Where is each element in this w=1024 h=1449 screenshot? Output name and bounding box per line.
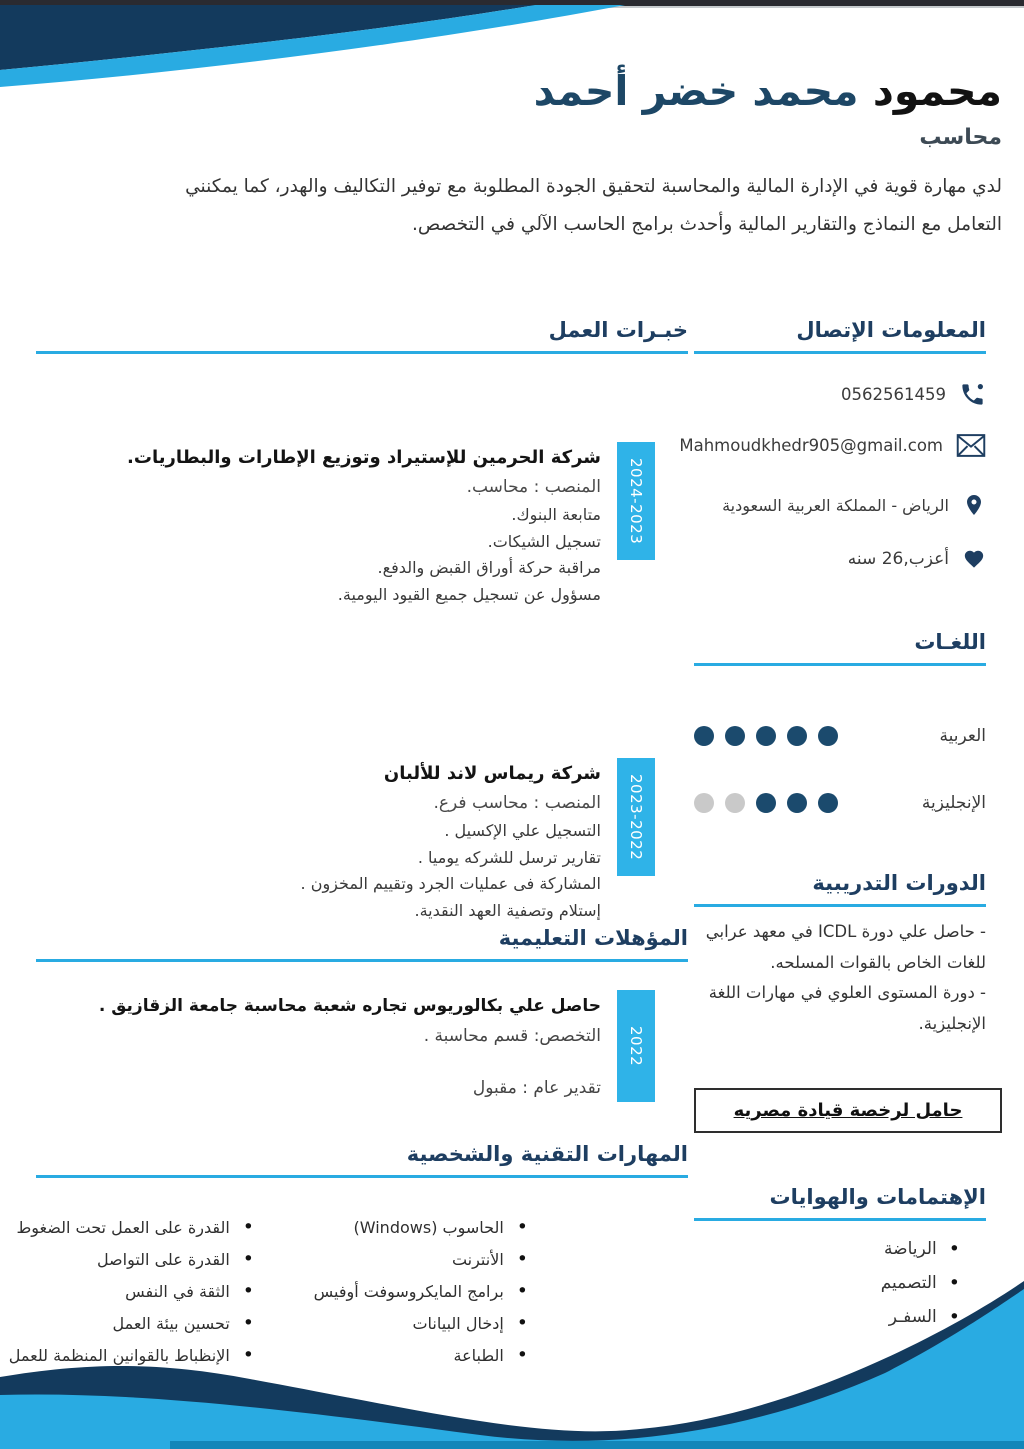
- language-name: الإنجليزية: [921, 793, 986, 813]
- language-level-dots: [694, 793, 838, 813]
- bullet-icon: •: [516, 1312, 528, 1334]
- skill-item: [353, 1216, 528, 1238]
- contact-heading: المعلومات الإتصال: [694, 318, 986, 354]
- level-dot-filled: [756, 726, 776, 746]
- skill-item: [366, 1250, 528, 1269]
- education-heading: المؤهلات التعليمية: [36, 926, 688, 962]
- level-dot-filled: [725, 726, 745, 746]
- languages-section: [694, 630, 986, 813]
- level-dot-filled: [756, 793, 776, 813]
- job-details: [36, 758, 601, 925]
- education-details: [36, 990, 601, 1102]
- bullet-icon: •: [948, 1237, 960, 1260]
- bullet-icon: •: [242, 1216, 254, 1238]
- skills-section-header: [36, 1142, 688, 1178]
- mail-icon: [956, 433, 986, 458]
- level-dot-filled: [787, 726, 807, 746]
- phone-icon: [959, 381, 986, 408]
- bullet-icon: •: [516, 1280, 528, 1302]
- major-text: التخصص: قسم محاسبة .: [423, 1025, 601, 1046]
- skill-item: [36, 1250, 254, 1269]
- education-section-header: [36, 926, 688, 962]
- job-duty: المشاركة فى عمليات الجرد وتقييم المخزون .: [300, 874, 601, 894]
- interest-label: الرياضة: [884, 1239, 937, 1259]
- job-duty: التسجيل علي الإكسيل .: [444, 820, 601, 840]
- bullet-icon: •: [242, 1248, 254, 1270]
- skill-label: الأنترنت: [451, 1250, 504, 1269]
- email-address: Mahmoudkhedr905@gmail.com: [679, 436, 943, 455]
- skill-label: القدرة على العمل تحت الضغوط: [16, 1218, 230, 1237]
- contact-phone-row: [694, 381, 986, 408]
- contact-email-row: [679, 433, 986, 458]
- job-duty: إستلام وتصفية العهد النقدية.: [414, 901, 601, 921]
- job-duty: تسجيل الشيكات.: [487, 531, 601, 551]
- skill-label: إدخال البيانات: [412, 1314, 504, 1333]
- courses-heading: الدورات التدريبية: [694, 871, 986, 907]
- skill-label: الطباعة: [453, 1346, 504, 1365]
- level-dot-filled: [818, 726, 838, 746]
- level-dot-empty: [725, 793, 745, 813]
- degree-text: حاصل علي بكالوريوس تجاره شعبة محاسبة جامعة الزقازيق .: [98, 996, 601, 1016]
- skill-label: الحاسوب (Windows): [353, 1218, 504, 1237]
- phone-number: 0562561459: [841, 385, 946, 404]
- level-dot-empty: [694, 793, 714, 813]
- bullet-icon: •: [516, 1344, 528, 1366]
- marital-status-text: أعزب,26 سنه: [847, 549, 949, 569]
- bullet-icon: •: [516, 1216, 528, 1238]
- skill-label: الثقة في النفس: [125, 1282, 230, 1301]
- candidate-rest-name: محمد خضر أحمد: [533, 67, 859, 115]
- job-duty: مراقبة حركة أوراق القبض والدفع.: [377, 558, 601, 578]
- job-duty: تقارير ترسل للشركه يوميا .: [417, 847, 601, 867]
- language-row-english: [694, 793, 986, 813]
- location-pin-icon: [962, 491, 986, 519]
- bullet-icon: •: [948, 1271, 960, 1294]
- skill-label: الإنظباط بالقوانين المنظمة للعمل: [8, 1346, 230, 1365]
- experience-section-header: [36, 318, 688, 354]
- contact-location-row: [694, 491, 986, 519]
- grade-text: تقدير عام : مقبول: [472, 1077, 601, 1098]
- company-name: شركة الحرمين للإستيراد وتوزيع الإطارات والبطاريات.: [127, 447, 601, 468]
- bullet-icon: •: [242, 1312, 254, 1334]
- job-period-badge: 2023-2022: [617, 758, 655, 876]
- job-position: المنصب : محاسب.: [466, 476, 601, 497]
- sidebar-column: [679, 318, 986, 1388]
- language-row-arabic: [694, 726, 986, 746]
- contact-marital-row: [694, 548, 986, 570]
- language-level-dots: [694, 726, 838, 746]
- interest-label: التصميم: [880, 1273, 937, 1293]
- job-details: [36, 442, 601, 609]
- bullet-icon: •: [516, 1248, 528, 1270]
- bottom-wave-decoration: [0, 1277, 1024, 1449]
- job-entry-2: [36, 758, 688, 925]
- location-text: الرياض - المملكة العربية السعودية: [722, 495, 949, 515]
- interests-heading: الإهتمامات والهوايات: [694, 1185, 986, 1221]
- skill-label: القدرة على التواصل: [96, 1250, 230, 1269]
- interest-item: [694, 1239, 986, 1259]
- main-column: [8, 318, 688, 1393]
- skill-label: تحسين بيئة العمل: [112, 1314, 230, 1333]
- courses-section: [694, 871, 986, 1039]
- education-year-badge: 2022: [617, 990, 655, 1102]
- company-name: شركة ريماس لاند للألبان: [383, 763, 601, 784]
- bullet-icon: •: [242, 1344, 254, 1366]
- job-position: المنصب : محاسب فرع.: [433, 792, 601, 813]
- skills-heading: المهارات التقنية والشخصية: [36, 1142, 688, 1178]
- heart-icon: [962, 548, 986, 570]
- skill-item: [16, 1216, 254, 1238]
- course-item: - حاصل علي دورة ICDL في معهد عرابي للغات الخاص بالقوات المسلحه.: [705, 922, 986, 972]
- candidate-name: [162, 66, 1002, 117]
- driving-license-box: [694, 1088, 1002, 1133]
- driving-license-text: حامل لرخصة قيادة مصريه: [733, 1100, 963, 1121]
- level-dot-filled: [818, 793, 838, 813]
- courses-list: [694, 917, 986, 1039]
- resume-header: [162, 66, 1002, 244]
- interest-label: السفـر: [888, 1307, 937, 1327]
- bullet-icon: •: [242, 1280, 254, 1302]
- candidate-first-name: محمود: [872, 67, 1002, 115]
- experience-heading: خبـرات العمل: [36, 318, 688, 354]
- contact-section: [679, 318, 986, 570]
- languages-heading: اللغـات: [694, 630, 986, 666]
- course-item: - دورة المستوى العلوي في مهارات اللغة الإنجليزية.: [708, 983, 986, 1033]
- profile-summary: لدي مهارة قوية في الإدارة المالية والمحاسبة لتحقيق الجودة المطلوبة مع توفير التكاليف والهدر، كما يمكنني التعامل مع النماذج والتقارير المالية وأحدث برامج الحاسب الآلي في التخصص.: [185, 176, 1002, 236]
- language-name: العربية: [939, 726, 986, 746]
- job-duty: متابعة البنوك.: [511, 504, 601, 524]
- job-duty: مسؤول عن تسجيل جميع القيود اليومية.: [337, 585, 601, 605]
- level-dot-filled: [694, 726, 714, 746]
- bullet-icon: •: [948, 1305, 960, 1328]
- education-entry: [36, 990, 688, 1102]
- skill-label: برامج المايكروسوفت أوفيس: [313, 1282, 504, 1301]
- job-period-badge: 2024-2023: [617, 442, 655, 560]
- candidate-job-title: محاسب: [919, 125, 1002, 151]
- level-dot-filled: [787, 793, 807, 813]
- job-entry-1: [36, 442, 688, 609]
- job-duties-list: [36, 502, 601, 610]
- job-duties-list: [36, 818, 601, 926]
